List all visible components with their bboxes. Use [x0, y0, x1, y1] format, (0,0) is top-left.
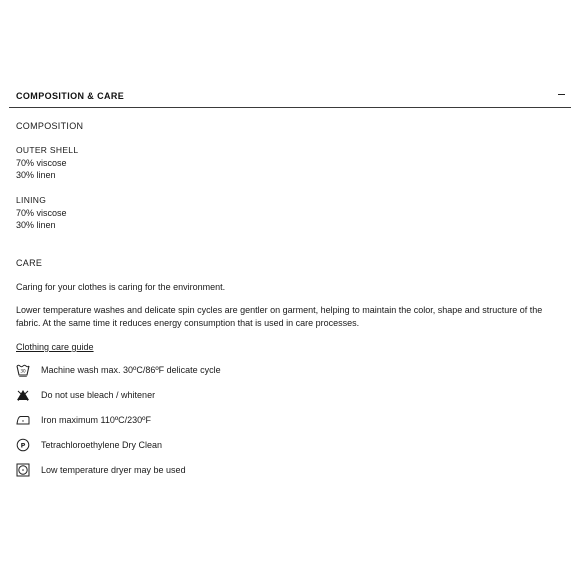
wash-30-icon — [16, 363, 30, 377]
care-description: Lower temperature washes and delicate spin cycles are gentler on garment, helping to maintain the color, shape and structure of the fabric. At the same time it reduces energy consumption that is used in care processes. — [16, 305, 543, 328]
care-instruction-bleach — [16, 388, 556, 413]
care-instruction-iron — [16, 413, 556, 438]
outer-shell-label: OUTER SHELL — [16, 145, 79, 155]
care-heading: CARE — [16, 258, 43, 268]
care-instruction-text: Machine wash max. 30ºC/86ºF delicate cycle — [41, 365, 221, 375]
accordion-title: COMPOSITION & CARE — [16, 91, 125, 101]
composition-heading: COMPOSITION — [16, 121, 84, 131]
care-instruction-text: Low temperature dryer may be used — [41, 465, 186, 475]
material-line: 30% linen — [16, 170, 56, 180]
tumble-dry-low-icon — [16, 463, 30, 477]
no-bleach-icon — [16, 388, 30, 402]
care-instruction-dryer — [16, 463, 556, 488]
material-line: 30% linen — [16, 220, 56, 230]
outer-shell-block — [16, 144, 78, 182]
care-instruction-text: Tetrachloroethylene Dry Clean — [41, 440, 163, 450]
composition-care-accordion-header[interactable] — [9, 82, 571, 108]
care-instruction-text: Do not use bleach / whitener — [41, 390, 156, 400]
care-intro: Caring for your clothes is caring for the environment. — [16, 282, 226, 292]
material-line: 70% viscose — [16, 207, 67, 218]
lining-label: LINING — [16, 195, 47, 205]
lining-block — [16, 194, 67, 232]
care-instruction-text: Iron maximum 110ºC/230ºF — [41, 415, 151, 425]
svg-text:P: P — [20, 441, 26, 450]
care-instructions-list — [16, 363, 556, 488]
dry-clean-p-icon — [16, 438, 30, 452]
clothing-care-guide-link[interactable]: Clothing care guide — [16, 342, 94, 352]
care-instruction-dryclean — [16, 438, 556, 463]
iron-icon — [16, 413, 30, 427]
svg-text:30: 30 — [20, 368, 26, 374]
care-instruction-wash — [16, 363, 556, 388]
minus-icon[interactable] — [558, 94, 565, 95]
material-line: 70% viscose — [16, 157, 67, 168]
